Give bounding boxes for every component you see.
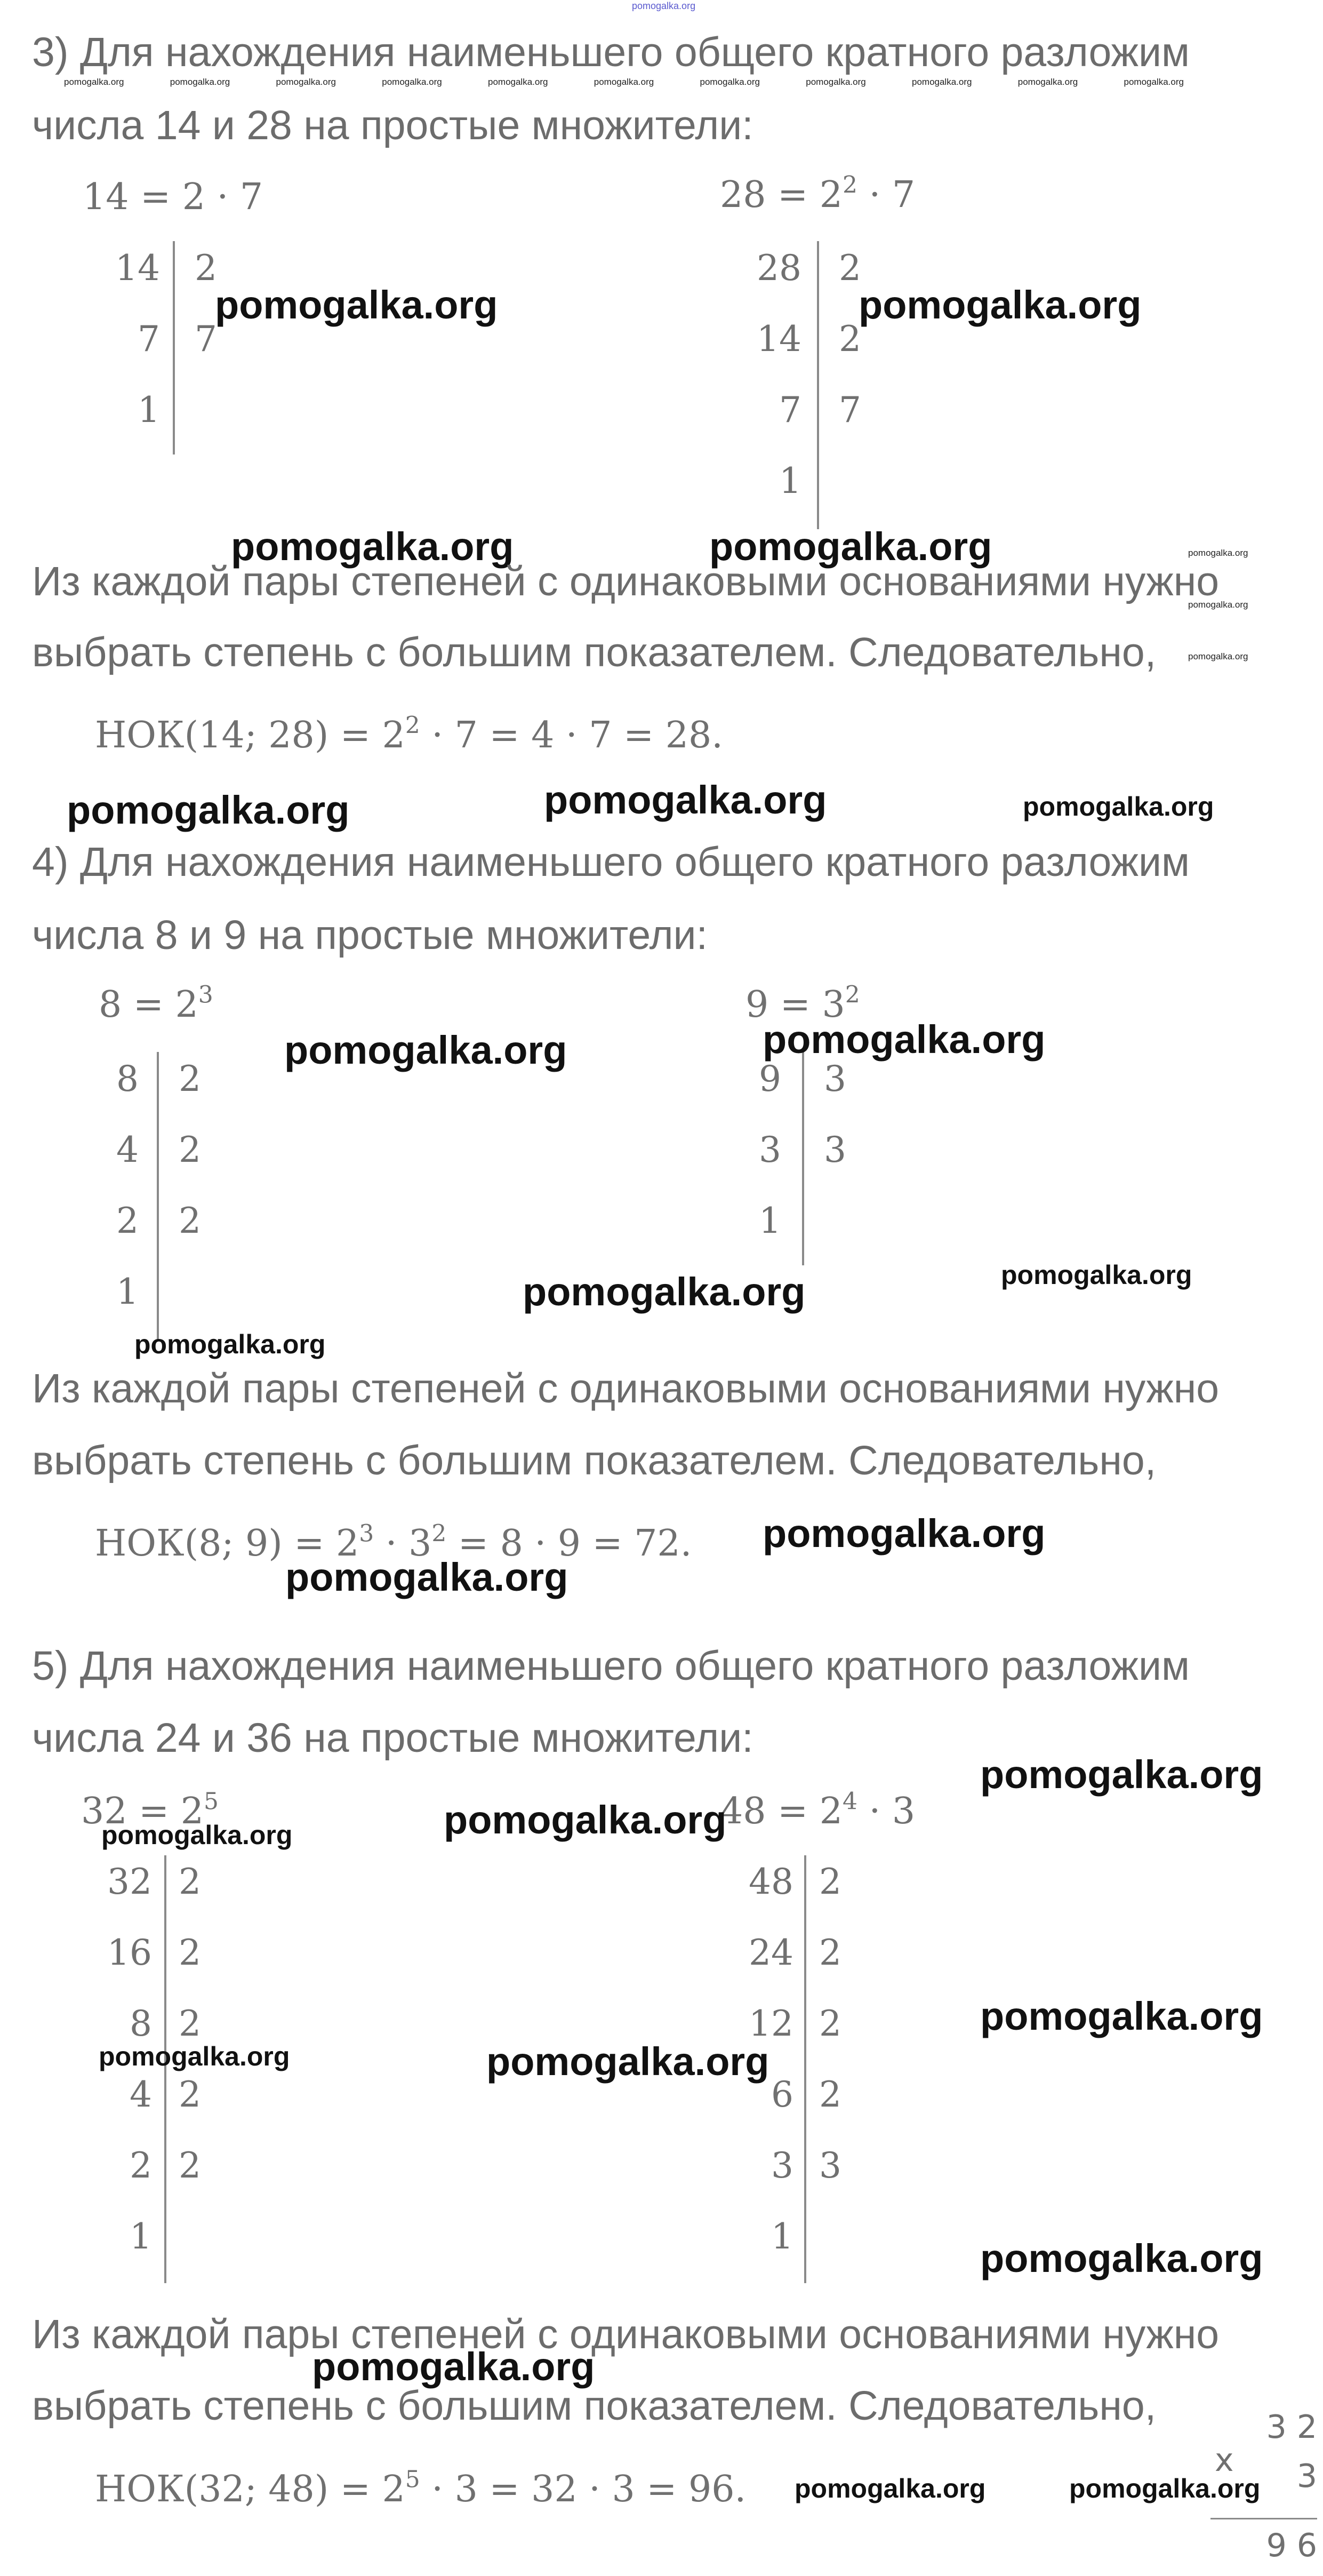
tiny-watermark: pomogalka.org	[1188, 600, 1248, 610]
tiny-watermark: pomogalka.org	[276, 77, 336, 87]
dividend: 14	[115, 248, 160, 289]
s4-intro-line2: числа 8 и 9 на простые множители:	[32, 912, 708, 958]
divisor: 2	[819, 2003, 841, 2044]
dividend: 8	[116, 1058, 139, 1099]
s5-conclusion-line1: Из каждой пары степеней с одинаковыми основаниями нужно	[32, 2311, 1220, 2357]
watermark: pomogalka.org	[859, 283, 1142, 327]
s3-lcm-result: НОК(14; $28) = 2^2 \cdot 7 = 4 \cdot 7 = 28$.	[95, 712, 723, 756]
header-watermark: pomogalka.org	[632, 1, 696, 11]
dividend: 4	[130, 2074, 152, 2115]
dividend: 7	[138, 318, 160, 360]
s4-divider-a	[157, 1052, 159, 1340]
watermark: pomogalka.org	[980, 1994, 1263, 2038]
tiny-watermark: pomogalka.org	[1017, 77, 1078, 87]
watermark: pomogalka.org	[523, 1270, 806, 1314]
s5-factorization-a: $32 = 2^5$	[81, 1788, 219, 1832]
divisor: 2	[179, 2145, 201, 2186]
tiny-watermark: pomogalka.org	[1188, 548, 1248, 558]
tiny-watermark: pomogalka.org	[488, 77, 548, 87]
dividend: 1	[771, 2216, 793, 2257]
dividend: 1	[779, 460, 801, 501]
watermark: pomogalka.org	[795, 2474, 986, 2503]
dividend: 12	[749, 2003, 793, 2044]
s4-intro-line1: 4) Для нахождения наименьшего общего кратного разложим	[32, 839, 1190, 885]
s5-conclusion-line2: выбрать степень с большим показателем. Следовательно,	[32, 2383, 1157, 2429]
tiny-watermark: pomogalka.org	[64, 77, 124, 87]
watermark: pomogalka.org	[67, 788, 350, 832]
dividend: 1	[759, 1200, 781, 1241]
divisor: 3	[824, 1058, 846, 1099]
divisor: 2	[819, 2074, 841, 2115]
divisor: 2	[195, 248, 217, 289]
s3-intro-line2: числа 14 и 28 на простые множители:	[32, 102, 753, 148]
watermark: pomogalka.org	[980, 1752, 1263, 1797]
divisor: 2	[179, 2074, 201, 2115]
s5-intro-line1: 5) Для нахождения наименьшего общего кратного разложим	[32, 1643, 1190, 1689]
divisor: 2	[179, 2003, 201, 2044]
watermark: pomogalka.org	[99, 2041, 290, 2071]
watermark: pomogalka.org	[215, 283, 498, 327]
s4-conclusion-line2: выбрать степень с большим показателем. Следовательно,	[32, 1438, 1157, 1484]
dividend: 2	[116, 1200, 139, 1241]
mult-result: 9 6	[1266, 2527, 1317, 2564]
watermark: pomogalka.org	[486, 2039, 769, 2084]
watermark: pomogalka.org	[1069, 2474, 1261, 2503]
tiny-watermark: pomogalka.org	[170, 77, 230, 87]
watermark: pomogalka.org	[284, 1028, 567, 1072]
tiny-watermark: pomogalka.org	[700, 77, 760, 87]
mult-rule	[1210, 2518, 1317, 2519]
watermark: pomogalka.org	[285, 1555, 568, 1599]
watermark: pomogalka.org	[312, 2344, 595, 2389]
divisor: 2	[839, 318, 861, 360]
mult-top: 3 2	[1266, 2408, 1317, 2446]
watermark: pomogalka.org	[763, 1511, 1046, 1556]
watermark: pomogalka.org	[544, 778, 827, 822]
dividend: 3	[759, 1129, 781, 1170]
divisor: 2	[179, 1129, 201, 1170]
s4-lcm-result: НОК(8; $9) = 2^3 \cdot 3^2 = 8 \cdot 9 = 72$.	[95, 1520, 692, 1565]
s5-lcm-result: НОК(32; $48) = 2^5 \cdot 3 = 32 \cdot 3 = 96$.	[95, 2466, 747, 2510]
dividend: 1	[138, 389, 160, 430]
watermark: pomogalka.org	[1001, 1260, 1192, 1290]
s5-divider-b	[804, 1855, 806, 2283]
tiny-watermark-row	[64, 77, 1184, 86]
tiny-watermark: pomogalka.org	[1124, 77, 1184, 87]
dividend: 4	[116, 1129, 139, 1170]
dividend: 48	[749, 1861, 793, 1902]
watermark: pomogalka.org	[763, 1017, 1046, 1062]
divisor: 2	[179, 1861, 201, 1902]
dividend: 1	[116, 1271, 139, 1312]
dividend: 14	[757, 318, 801, 360]
s3-intro-line1: 3) Для нахождения наименьшего общего кратного разложим	[32, 29, 1190, 75]
watermark: pomogalka.org	[134, 1329, 326, 1359]
watermark: pomogalka.org	[101, 1820, 293, 1850]
mult-factor: 3	[1296, 2458, 1317, 2495]
dividend: 32	[107, 1861, 152, 1902]
s3-conclusion-line2: выбрать степень с большим показателем. Следовательно,	[32, 629, 1157, 675]
dividend: 6	[771, 2074, 793, 2115]
dividend: 8	[130, 2003, 152, 2044]
tiny-watermark: pomogalka.org	[912, 77, 972, 87]
watermark: pomogalka.org	[1023, 792, 1214, 822]
divisor: 3	[819, 2145, 841, 2186]
dividend: 28	[757, 248, 801, 289]
watermark: pomogalka.org	[231, 524, 514, 569]
divisor: 3	[824, 1129, 846, 1170]
dividend: 1	[130, 2216, 152, 2257]
divisor: 2	[179, 1058, 201, 1099]
s4-factorization-b: $9 = 3^2$	[745, 981, 860, 1026]
watermark: pomogalka.org	[709, 524, 992, 569]
s4-factorization-a: $8 = 2^3$	[99, 981, 213, 1026]
dividend: 7	[779, 389, 801, 430]
dividend: 3	[771, 2145, 793, 2186]
s5-intro-line2: числа 24 и 36 на простые множители:	[32, 1715, 753, 1761]
divisor: 2	[179, 1200, 201, 1241]
watermark: pomogalka.org	[444, 1798, 727, 1842]
s5-factorization-b: $48 = 2^4 \cdot 3$	[720, 1788, 916, 1832]
dividend: 2	[130, 2145, 152, 2186]
divisor: 2	[179, 1932, 201, 1973]
tiny-watermark: pomogalka.org	[806, 77, 866, 87]
s4-conclusion-line1: Из каждой пары степеней с одинаковыми основаниями нужно	[32, 1366, 1220, 1411]
tiny-watermark: pomogalka.org	[382, 77, 442, 87]
s4-divider-b	[802, 1052, 804, 1265]
divisor: 7	[839, 389, 861, 430]
divisor: 2	[839, 248, 861, 289]
tiny-watermark: pomogalka.org	[594, 77, 654, 87]
column-multiplication	[1210, 2408, 1317, 2571]
watermark: pomogalka.org	[980, 2236, 1263, 2280]
divisor: 2	[819, 1861, 841, 1902]
divisor: 7	[195, 318, 217, 360]
s3-divider-b	[817, 241, 819, 529]
mult-sign: x	[1215, 2442, 1234, 2479]
s3-factorization-a: 14 = 2 · 7	[83, 176, 263, 218]
dividend: 9	[759, 1058, 781, 1099]
dividend: 16	[107, 1932, 152, 1973]
dividend: 24	[749, 1932, 793, 1973]
tiny-watermark: pomogalka.org	[1188, 651, 1248, 661]
s3-conclusion-line1: Из каждой пары степеней с одинаковыми основаниями нужно	[32, 559, 1220, 604]
divisor: 2	[819, 1932, 841, 1973]
s3-factorization-b: $28 = 2^2 \cdot 7$	[720, 171, 916, 216]
s3-divider-a	[173, 241, 175, 454]
